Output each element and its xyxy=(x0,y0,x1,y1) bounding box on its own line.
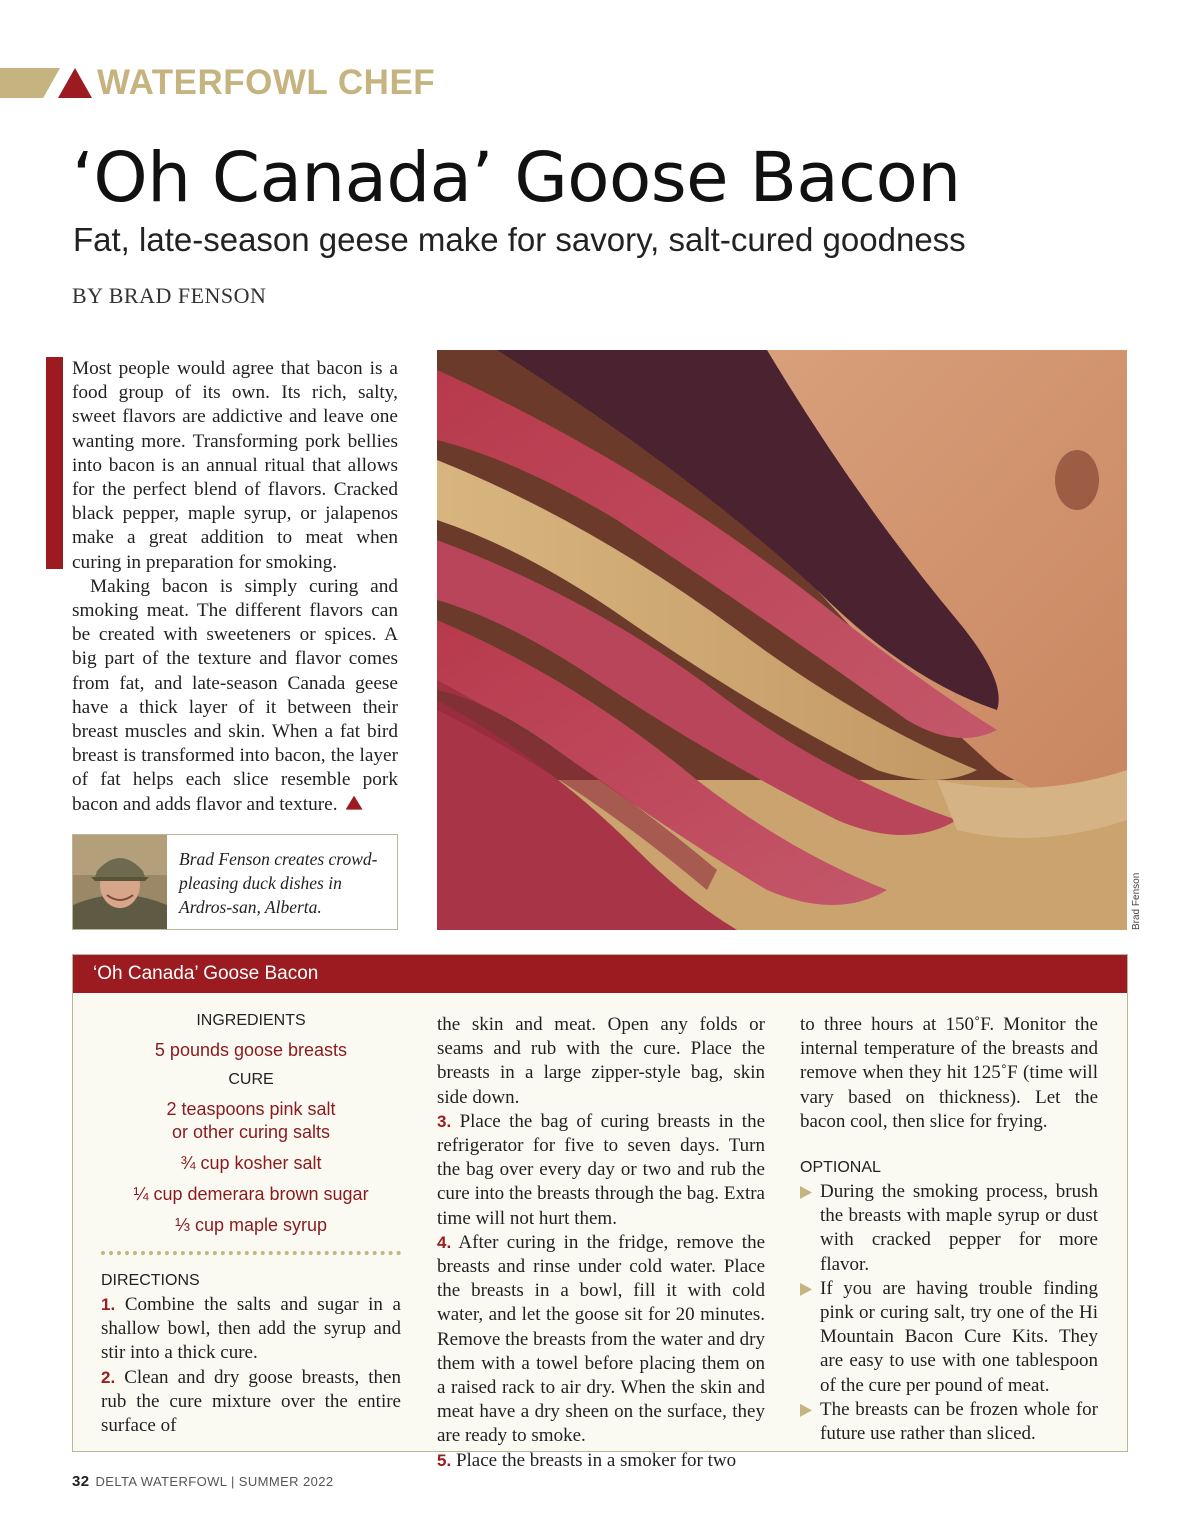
optional-heading: OPTIONAL xyxy=(800,1159,881,1177)
footer-separator: | xyxy=(230,1474,235,1489)
section-triangle-icon xyxy=(58,68,92,98)
ingredient-item: ¼ cup demerara brown sugar xyxy=(133,1184,369,1204)
intro-text xyxy=(72,357,398,817)
ingredient-line: 2 teaspoons pink salt xyxy=(166,1099,336,1119)
optional-item xyxy=(800,1180,1098,1277)
direction-step xyxy=(437,1449,765,1473)
recipe-column-1 xyxy=(101,1011,401,1438)
article-subtitle: Fat, late-season geese make for savory, salt-cured goodness xyxy=(73,221,966,258)
author-portrait-illustration xyxy=(73,835,167,929)
intro-paragraph-text: Making bacon is simply curing and smoking meat. The different flavors can be created with sweeteners or spices. A big part of the texture and flavor comes from fat, and late-season Canada geese have a thick layer of it between their breast muscles and skin. When a fat bird breast is transformed into bacon, the layer of fat helps each slice resemble pork bacon and adds flavor and texture. xyxy=(72,575,398,815)
bullet-arrow-icon xyxy=(800,1186,812,1199)
ingredient-item xyxy=(101,1098,401,1144)
photo-credit: Brad Fenson xyxy=(1131,872,1142,930)
section-label: WATERFOWL CHEF xyxy=(97,63,436,102)
end-mark-icon xyxy=(346,796,363,810)
cure-heading: CURE xyxy=(228,1071,274,1088)
direction-step xyxy=(101,1293,401,1366)
goose-bacon-illustration xyxy=(437,350,1127,930)
directions-text xyxy=(101,1293,401,1438)
goose-bacon-photo xyxy=(437,350,1127,930)
step-number: 1. xyxy=(101,1295,116,1314)
step-text: Place the breasts in a smoker for two xyxy=(455,1449,737,1471)
recipe-title: ‘Oh Canada’ Goose Bacon xyxy=(93,963,319,984)
step-text: Combine the salts and sugar in a shallow bowl, then add the syrup and stir into a thick cure. xyxy=(101,1294,401,1364)
direction-step xyxy=(437,1110,765,1231)
bullet-arrow-icon xyxy=(800,1283,812,1296)
directions-heading: DIRECTIONS xyxy=(101,1272,200,1289)
optional-item xyxy=(800,1398,1098,1446)
page-footer xyxy=(72,1474,333,1490)
ingredient-item: ⅓ cup maple syrup xyxy=(174,1215,328,1235)
direction-step xyxy=(101,1366,401,1439)
ingredient-item: ¾ cup kosher salt xyxy=(180,1153,322,1173)
recipe-header xyxy=(73,955,1127,993)
intro-paragraph xyxy=(72,575,398,817)
author-box xyxy=(72,834,398,930)
byline: BY BRAD FENSON xyxy=(72,283,267,308)
step-number: 4. xyxy=(437,1232,452,1252)
page-number: 32 xyxy=(72,1473,90,1490)
section-gold-bar xyxy=(0,68,60,98)
step-text: Place the bag of curing breasts in the refrigerator for five to seven days. Turn the bag over every day or two and rub the cure into the breasts through the bag. Extra time will not hurt them. xyxy=(437,1110,765,1229)
direction-continued: to three hours at 150˚F. Monitor the internal temperature of the breasts and remove when they hit 125˚F (time will vary based on thickness). Let the bacon cool, then slice for frying. xyxy=(800,1014,1098,1132)
recipe-column-3 xyxy=(800,1013,1098,1446)
recipe-column-2 xyxy=(437,1013,765,1473)
author-photo xyxy=(73,835,167,929)
intro-accent-bar xyxy=(46,357,63,569)
bullet-arrow-icon xyxy=(800,1404,812,1417)
publication-name: DELTA WATERFOWL xyxy=(95,1474,227,1489)
optional-list xyxy=(800,1180,1098,1446)
recipe-box xyxy=(72,954,1128,1471)
optional-item-text: The breasts can be frozen whole for future use rather than sliced. xyxy=(820,1398,1098,1445)
ingredients-heading: INGREDIENTS xyxy=(196,1012,306,1029)
direction-continued: the skin and meat. Open any folds or seams and rub with the cure. Place the breasts in a large zipper-style bag, skin side down. xyxy=(437,1014,765,1108)
optional-item xyxy=(800,1277,1098,1398)
optional-item-text: If you are having trouble finding pink or curing salt, try one of the Hi Mountain Bacon Cure Kits. They are easy to use with one tablespoon of the cure per pound of meat. xyxy=(820,1277,1098,1396)
step-text: Clean and dry goose breasts, then rub the cure mixture over the entire surface of xyxy=(101,1366,401,1437)
step-number: 2. xyxy=(101,1367,116,1387)
article-title: ‘Oh Canada’ Goose Bacon xyxy=(72,138,961,218)
ingredient-item: 5 pounds goose breasts xyxy=(154,1040,348,1060)
step-text: After curing in the fridge, remove the breasts and rinse under cold water. Place the breasts in a bowl, fill it with cold water, and let the goose sit for 20 minutes. Remove the breasts from the water and dry them with a towel before placing them on a raised rack to air dry. When the skin and meat have a dry sheen on the surface, they are ready to smoke. xyxy=(437,1231,766,1447)
step-number: 5. xyxy=(437,1450,452,1470)
optional-item-text: During the smoking process, brush the breasts with maple syrup or dust with cracked pepper for more flavor. xyxy=(820,1181,1098,1275)
ingredient-line: or other curing salts xyxy=(171,1122,331,1142)
intro-paragraph: Most people would agree that bacon is a food group of its own. Its rich, salty, sweet flavors are addictive and leave one wanting more. Transforming pork bellies into bacon is an annual ritual that allows for the perfect blend of flavors. Cracked black pepper, maple syrup, or jalapenos make a great addition to meat when curing in preparation for smoking. xyxy=(72,358,398,573)
step-number: 3. xyxy=(437,1111,452,1131)
dotted-divider xyxy=(101,1251,401,1255)
author-bio: Brad Fenson creates crowd-pleasing duck dishes in Ardros-san, Alberta. xyxy=(179,849,378,917)
direction-step xyxy=(437,1231,765,1449)
issue-date: SUMMER 2022 xyxy=(238,1474,334,1489)
